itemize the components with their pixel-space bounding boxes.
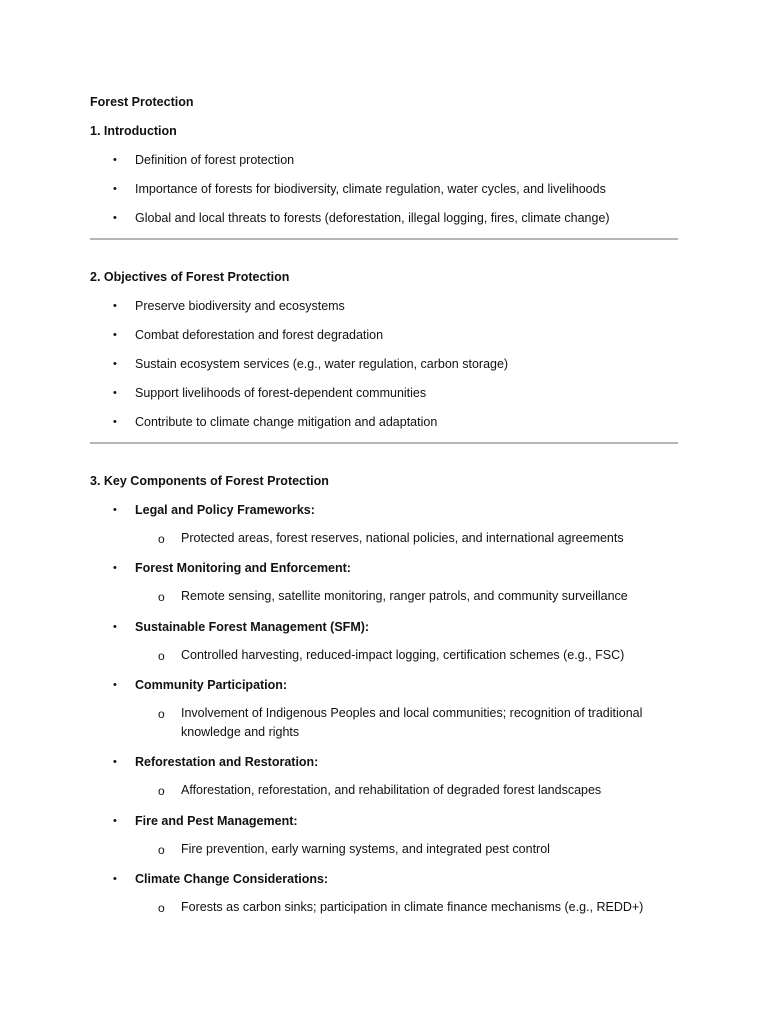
sub-bullet-marker: o	[158, 843, 165, 857]
section-heading-objectives: 2. Objectives of Forest Protection	[90, 270, 290, 284]
bullet-marker: •	[113, 562, 117, 574]
bullet-marker: •	[113, 679, 117, 691]
bullet-marker: •	[113, 756, 117, 768]
bullet-marker: •	[113, 300, 117, 312]
list-item: Combat deforestation and forest degradation	[135, 328, 384, 342]
component-label: Climate Change Considerations:	[135, 872, 329, 886]
section-heading-introduction: 1. Introduction	[90, 124, 177, 138]
sub-bullet-marker: o	[158, 784, 165, 798]
bullet-marker: •	[113, 621, 117, 633]
bullet-marker: •	[113, 873, 117, 885]
bullet-marker: •	[113, 387, 117, 399]
component-detail: Fire prevention, early warning systems, and integrated pest control	[181, 842, 550, 856]
bullet-marker: •	[113, 329, 117, 341]
list-item: Definition of forest protection	[135, 153, 295, 167]
sub-bullet-marker: o	[158, 532, 165, 546]
component-label: Legal and Policy Frameworks:	[135, 503, 315, 517]
component-detail: Involvement of Indigenous Peoples and local communities; recognition of traditional knowledge and rights	[181, 706, 643, 739]
list-item: Contribute to climate change mitigation and adaptation	[135, 415, 438, 429]
list-item: Importance of forests for biodiversity, climate regulation, water cycles, and livelihoods	[135, 182, 606, 196]
section-heading-key-components: 3. Key Components of Forest Protection	[90, 474, 329, 488]
bullet-marker: •	[113, 815, 117, 827]
sub-bullet-marker: o	[158, 707, 165, 721]
bullet-marker: •	[113, 183, 117, 195]
bullet-marker: •	[113, 416, 117, 428]
horizontal-rule	[90, 442, 678, 444]
document-title: Forest Protection	[90, 95, 194, 109]
component-label: Community Participation:	[135, 678, 288, 692]
sub-bullet-marker: o	[158, 901, 165, 915]
sub-bullet-marker: o	[158, 649, 165, 663]
component-detail: Protected areas, forest reserves, national policies, and international agreements	[181, 531, 624, 545]
list-item: Preserve biodiversity and ecosystems	[135, 299, 345, 313]
component-label: Sustainable Forest Management (SFM):	[135, 620, 370, 634]
component-label: Reforestation and Restoration:	[135, 755, 319, 769]
component-label: Fire and Pest Management:	[135, 814, 298, 828]
bullet-marker: •	[113, 358, 117, 370]
bullet-marker: •	[113, 504, 117, 516]
component-detail: Remote sensing, satellite monitoring, ranger patrols, and community surveillance	[181, 589, 628, 603]
list-item: Sustain ecosystem services (e.g., water regulation, carbon storage)	[135, 357, 509, 371]
list-item: Support livelihoods of forest-dependent communities	[135, 386, 427, 400]
bullet-marker: •	[113, 154, 117, 166]
list-item: Global and local threats to forests (deforestation, illegal logging, fires, climate change)	[135, 211, 610, 225]
bullet-marker: •	[113, 212, 117, 224]
component-detail: Forests as carbon sinks; participation in climate finance mechanisms (e.g., REDD+)	[181, 900, 644, 914]
horizontal-rule	[90, 238, 678, 240]
component-label: Forest Monitoring and Enforcement:	[135, 561, 351, 575]
component-detail: Afforestation, reforestation, and rehabilitation of degraded forest landscapes	[181, 783, 602, 797]
component-detail: Controlled harvesting, reduced-impact logging, certification schemes (e.g., FSC)	[181, 648, 625, 662]
sub-bullet-marker: o	[158, 590, 165, 604]
